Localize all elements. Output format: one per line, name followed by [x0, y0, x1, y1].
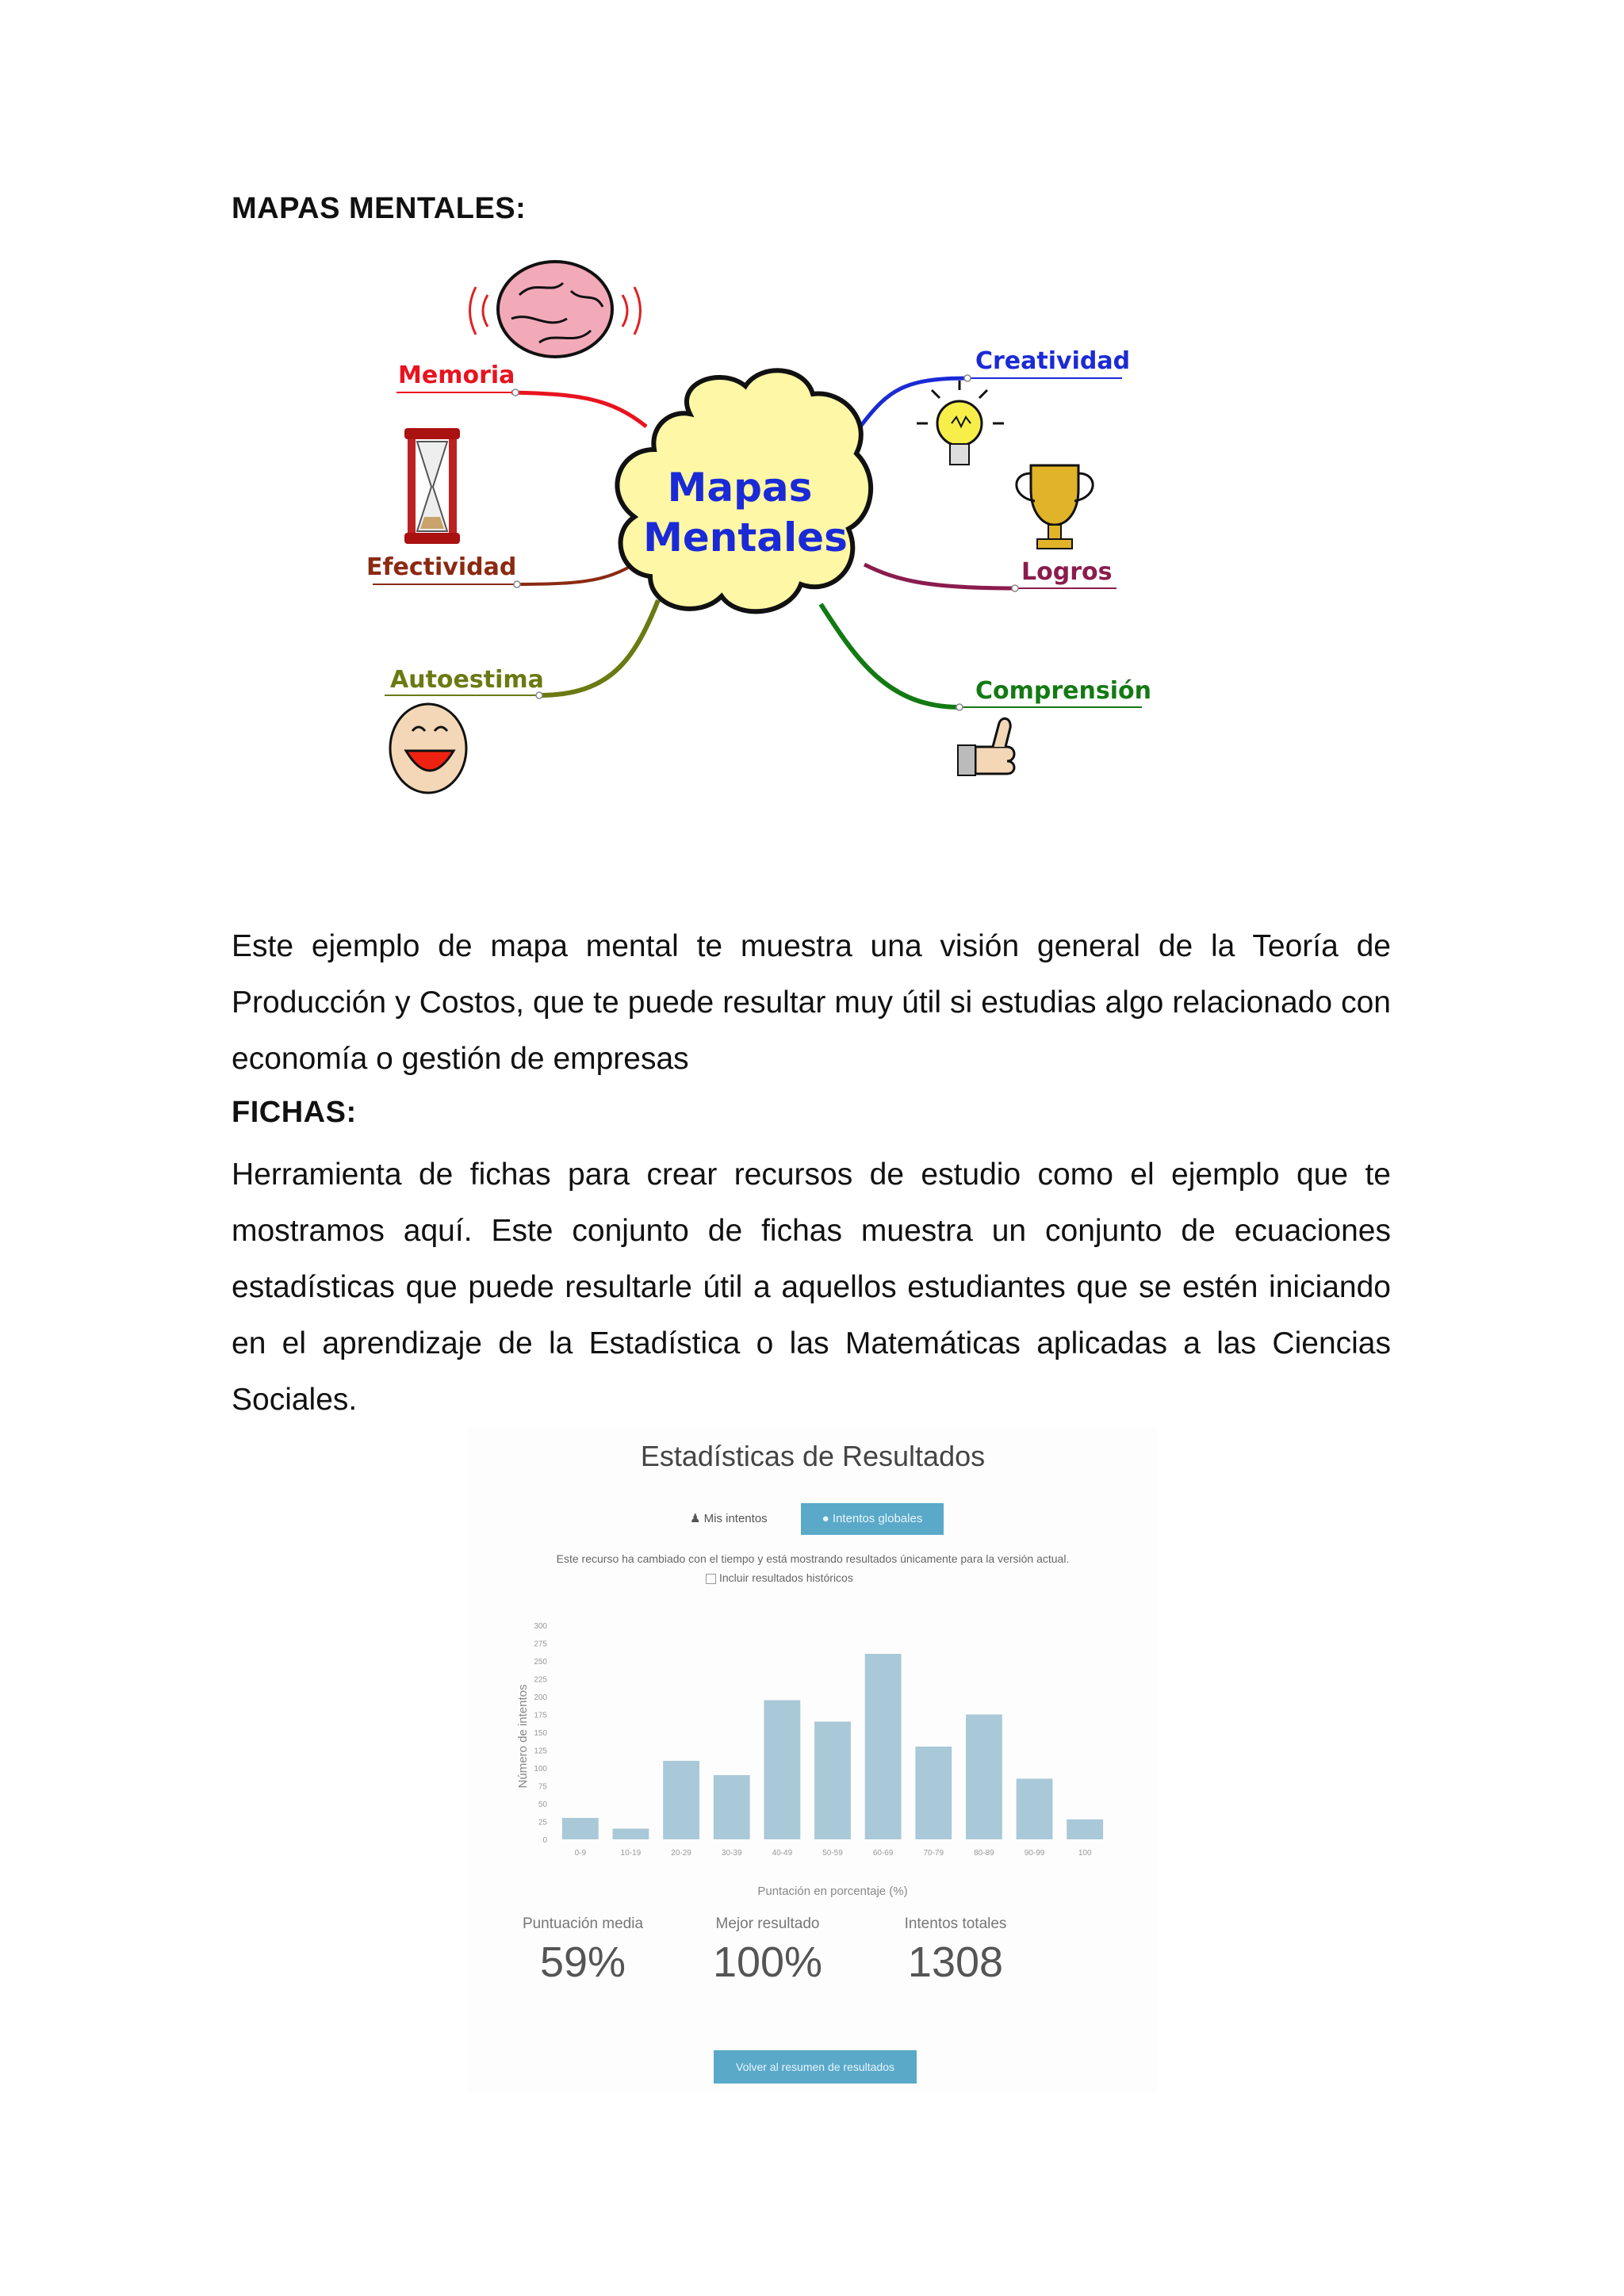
historic-results-option[interactable]	[706, 1571, 1158, 1584]
back-to-summary-button[interactable]: Volver al resumen de resultados	[714, 2050, 917, 2084]
thumbs-up-icon	[958, 718, 1014, 775]
stats-title: Estadísticas de Resultados	[640, 1440, 986, 1472]
y-tick-label: 25	[538, 1818, 547, 1827]
x-tick-label: 60-69	[872, 1849, 894, 1858]
paragraph-fichas-description	[232, 1146, 1391, 1428]
branch-label-comprension: Comprensión	[975, 677, 1151, 705]
branch-label-autoestima: Autoestima	[390, 666, 544, 694]
x-axis-label: Puntación en porcentaje (%)	[757, 1885, 908, 1898]
y-tick-label: 250	[534, 1658, 547, 1667]
user-icon: ♟	[690, 1512, 704, 1525]
paragraph-text: Herramienta de fichas para crear recursos de estudio como el ejemplo que te mostramos aquí. Este conjunto de fichas muestra un conjunto de ecuaciones estadísticas que puede resultarle útil a aquellos estudiantes que se estén iniciando en el aprendizaje de la Estadística o las Matemáticas aplicadas a las Ciencias Sociales.	[232, 1158, 1391, 1417]
branch-label-creatividad: Creatividad	[975, 347, 1131, 375]
mind-map-illustration	[349, 247, 1150, 818]
mind-map-graphic	[349, 247, 1150, 818]
branch-logros	[864, 564, 1015, 588]
brain-icon	[470, 262, 641, 357]
branch-comprension	[821, 604, 959, 707]
branch-label-memoria: Memoria	[398, 362, 515, 389]
center-title-line2: Mentales	[643, 515, 848, 561]
trophy-icon	[1017, 465, 1093, 549]
y-tick-label: 200	[534, 1693, 547, 1702]
y-axis-label: Número de intentos	[516, 1684, 530, 1789]
branch-autoestima	[539, 600, 658, 695]
histogram-bar	[663, 1761, 699, 1839]
histogram-bar	[865, 1654, 902, 1839]
tab-global-attempts[interactable]	[801, 1503, 944, 1535]
stat-value: 59%	[539, 1938, 626, 1986]
y-tick-label: 0	[542, 1836, 547, 1845]
y-tick-label: 225	[534, 1675, 547, 1685]
stat-label: Intentos totales	[904, 1915, 1007, 1932]
lightbulb-icon	[917, 381, 1004, 465]
stat-value: 100%	[712, 1938, 823, 1986]
globe-icon: ●	[822, 1512, 833, 1525]
paragraph-mapa-mental-description	[232, 918, 1391, 1087]
x-tick-label: 40-49	[772, 1849, 793, 1858]
histogram-bar	[915, 1747, 952, 1839]
paragraph-text: Este ejemplo de mapa mental te muestra una visión general de la Teoría de Producción y Costos, que te puede resultar muy útil si estudias algo relacionado con economía o gestión de empresas	[232, 929, 1391, 1076]
histogram-bar	[814, 1722, 851, 1840]
y-tick-label: 125	[534, 1747, 547, 1756]
stat-value: 1308	[907, 1938, 1004, 1986]
center-title-line1: Mapas	[667, 465, 813, 511]
histogram-bar	[714, 1775, 750, 1839]
version-notice: Este recurso ha cambiado con el tiempo y está mostrando resultados únicamente para la versión actual.	[556, 1552, 1070, 1565]
x-tick-label: 10-19	[620, 1849, 642, 1858]
branch-efectividad	[517, 559, 642, 584]
x-tick-label: 20-29	[671, 1849, 691, 1858]
stat-best-result	[676, 1915, 859, 1987]
x-tick-label: 100	[1078, 1849, 1092, 1858]
hourglass-icon	[404, 428, 460, 544]
section-heading-fichas: FICHAS:	[232, 1096, 357, 1129]
laughing-face-icon	[390, 704, 466, 793]
section-heading-mapas-mentales: MAPAS MENTALES:	[232, 192, 527, 225]
x-tick-label: 80-89	[974, 1849, 994, 1858]
historic-results-checkbox[interactable]	[706, 1574, 716, 1584]
x-tick-label: 70-79	[923, 1849, 944, 1858]
results-stats-panel	[468, 1427, 1158, 2093]
y-tick-label: 75	[538, 1782, 547, 1792]
histogram-bar	[1017, 1779, 1053, 1840]
stat-total-attempts	[864, 1915, 1047, 1987]
histogram-bar	[562, 1818, 599, 1839]
branch-label-logros: Logros	[1021, 558, 1113, 586]
histogram-bar	[613, 1829, 649, 1840]
stat-label: Mejor resultado	[715, 1915, 820, 1932]
tab-my-attempts[interactable]	[682, 1503, 776, 1535]
tab-label: Intentos globales	[832, 1512, 923, 1525]
histogram-bar	[1067, 1820, 1103, 1839]
y-tick-label: 150	[534, 1729, 547, 1738]
y-tick-label: 175	[534, 1711, 547, 1720]
y-tick-label: 275	[534, 1640, 547, 1649]
y-tick-label: 100	[534, 1765, 547, 1774]
branch-memoria	[511, 392, 646, 427]
stats-tabs	[468, 1503, 1158, 1535]
y-tick-label: 300	[534, 1622, 547, 1631]
y-tick-label: 50	[538, 1800, 547, 1809]
x-tick-label: 0-9	[574, 1849, 587, 1858]
attempts-histogram	[500, 1609, 1134, 1911]
stat-label: Puntuación media	[522, 1915, 644, 1932]
x-tick-label: 50-59	[822, 1849, 843, 1858]
x-tick-label: 90-99	[1024, 1849, 1045, 1858]
tab-label: Mis intentos	[703, 1512, 768, 1525]
histogram-bar	[966, 1715, 1002, 1840]
stat-average-score	[492, 1915, 674, 1987]
x-tick-label: 30-39	[721, 1849, 742, 1858]
historic-results-label: Incluir resultados históricos	[719, 1571, 853, 1584]
histogram-bar	[764, 1701, 800, 1840]
branch-label-efectividad: Efectividad	[366, 553, 517, 581]
